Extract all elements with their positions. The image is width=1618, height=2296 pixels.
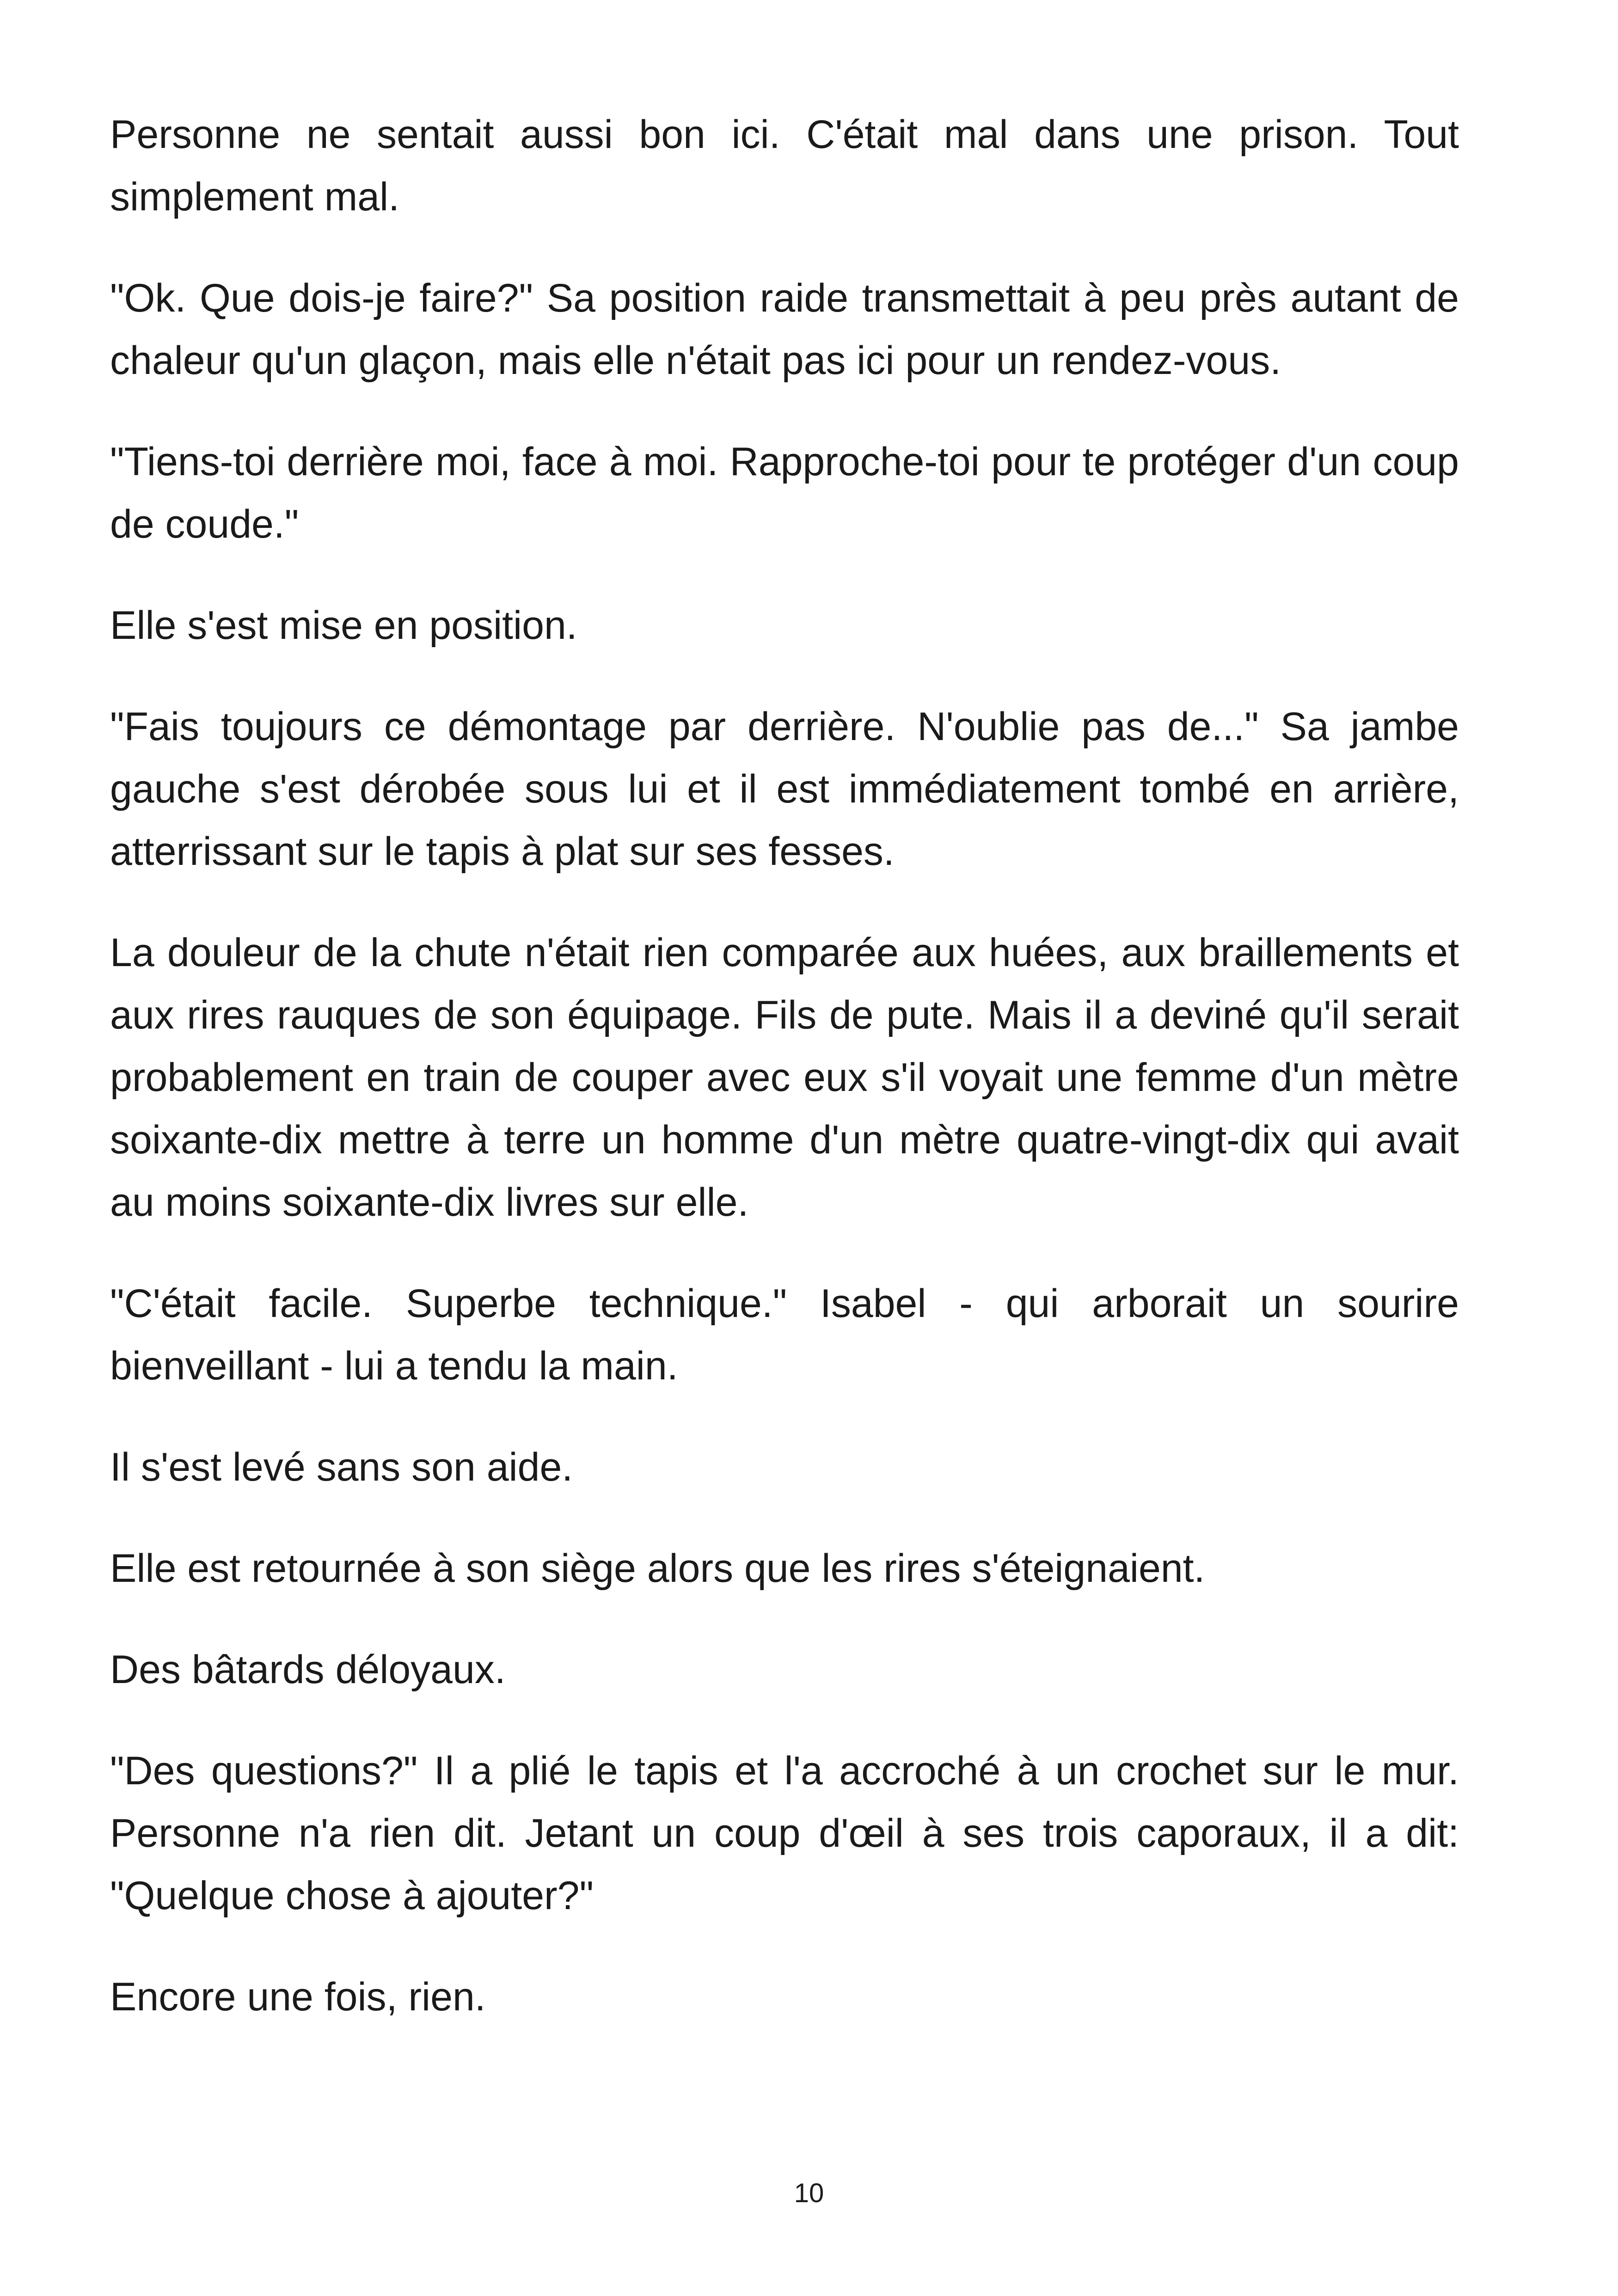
paragraph: Il s'est levé sans son aide. — [110, 1445, 573, 1489]
paragraph: Des bâtards déloyaux. — [110, 1647, 506, 1692]
paragraph: "Fais toujours ce démontage par derrière. N'oublie pas de..." Sa jambe gauche s'est dérobée sous lui et il est immédiatement tombé en arrière, atterrissant sur le tapis à plat sur ses fesses. — [110, 704, 1459, 874]
page-number: 10 — [794, 2178, 824, 2208]
paragraph: "Tiens-toi derrière moi, face à moi. Rapproche-toi pour te protéger d'un coup de coude." — [110, 440, 1459, 546]
paragraph: "Ok. Que dois-je faire?" Sa position raide transmettait à peu près autant de chaleur qu'un glaçon, mais elle n'était pas ici pour un rendez-vous. — [110, 276, 1459, 383]
paragraph: La douleur de la chute n'était rien comparée aux huées, aux braillements et aux rires rauques de son équipage. Fils de pute. Mais il a deviné qu'il serait probablement en train de couper avec eux s'il voyait une femme d'un mètre soixante-dix mettre à terre un homme d'un mètre quatre-vingt-dix qui avait au moins soixante-dix livres sur elle. — [110, 931, 1459, 1225]
paragraph: Elle est retournée à son siège alors que les rires s'éteignaient. — [110, 1546, 1205, 1591]
paragraph: Elle s'est mise en position. — [110, 603, 577, 648]
paragraph: "Des questions?" Il a plié le tapis et l'a accroché à un crochet sur le mur. Personne n'a rien dit. Jetant un coup d'œil à ses trois caporaux, il a dit: "Quelque chose à ajouter?" — [110, 1749, 1459, 1918]
page-body-text — [110, 104, 1459, 2067]
paragraph: "C'était facile. Superbe technique." Isabel - qui arborait un sourire bienveillant - lui a tendu la main. — [110, 1281, 1459, 1388]
paragraph: Personne ne sentait aussi bon ici. C'était mal dans une prison. Tout simplement mal. — [110, 112, 1459, 219]
paragraph: Encore une fois, rien. — [110, 1975, 486, 2019]
